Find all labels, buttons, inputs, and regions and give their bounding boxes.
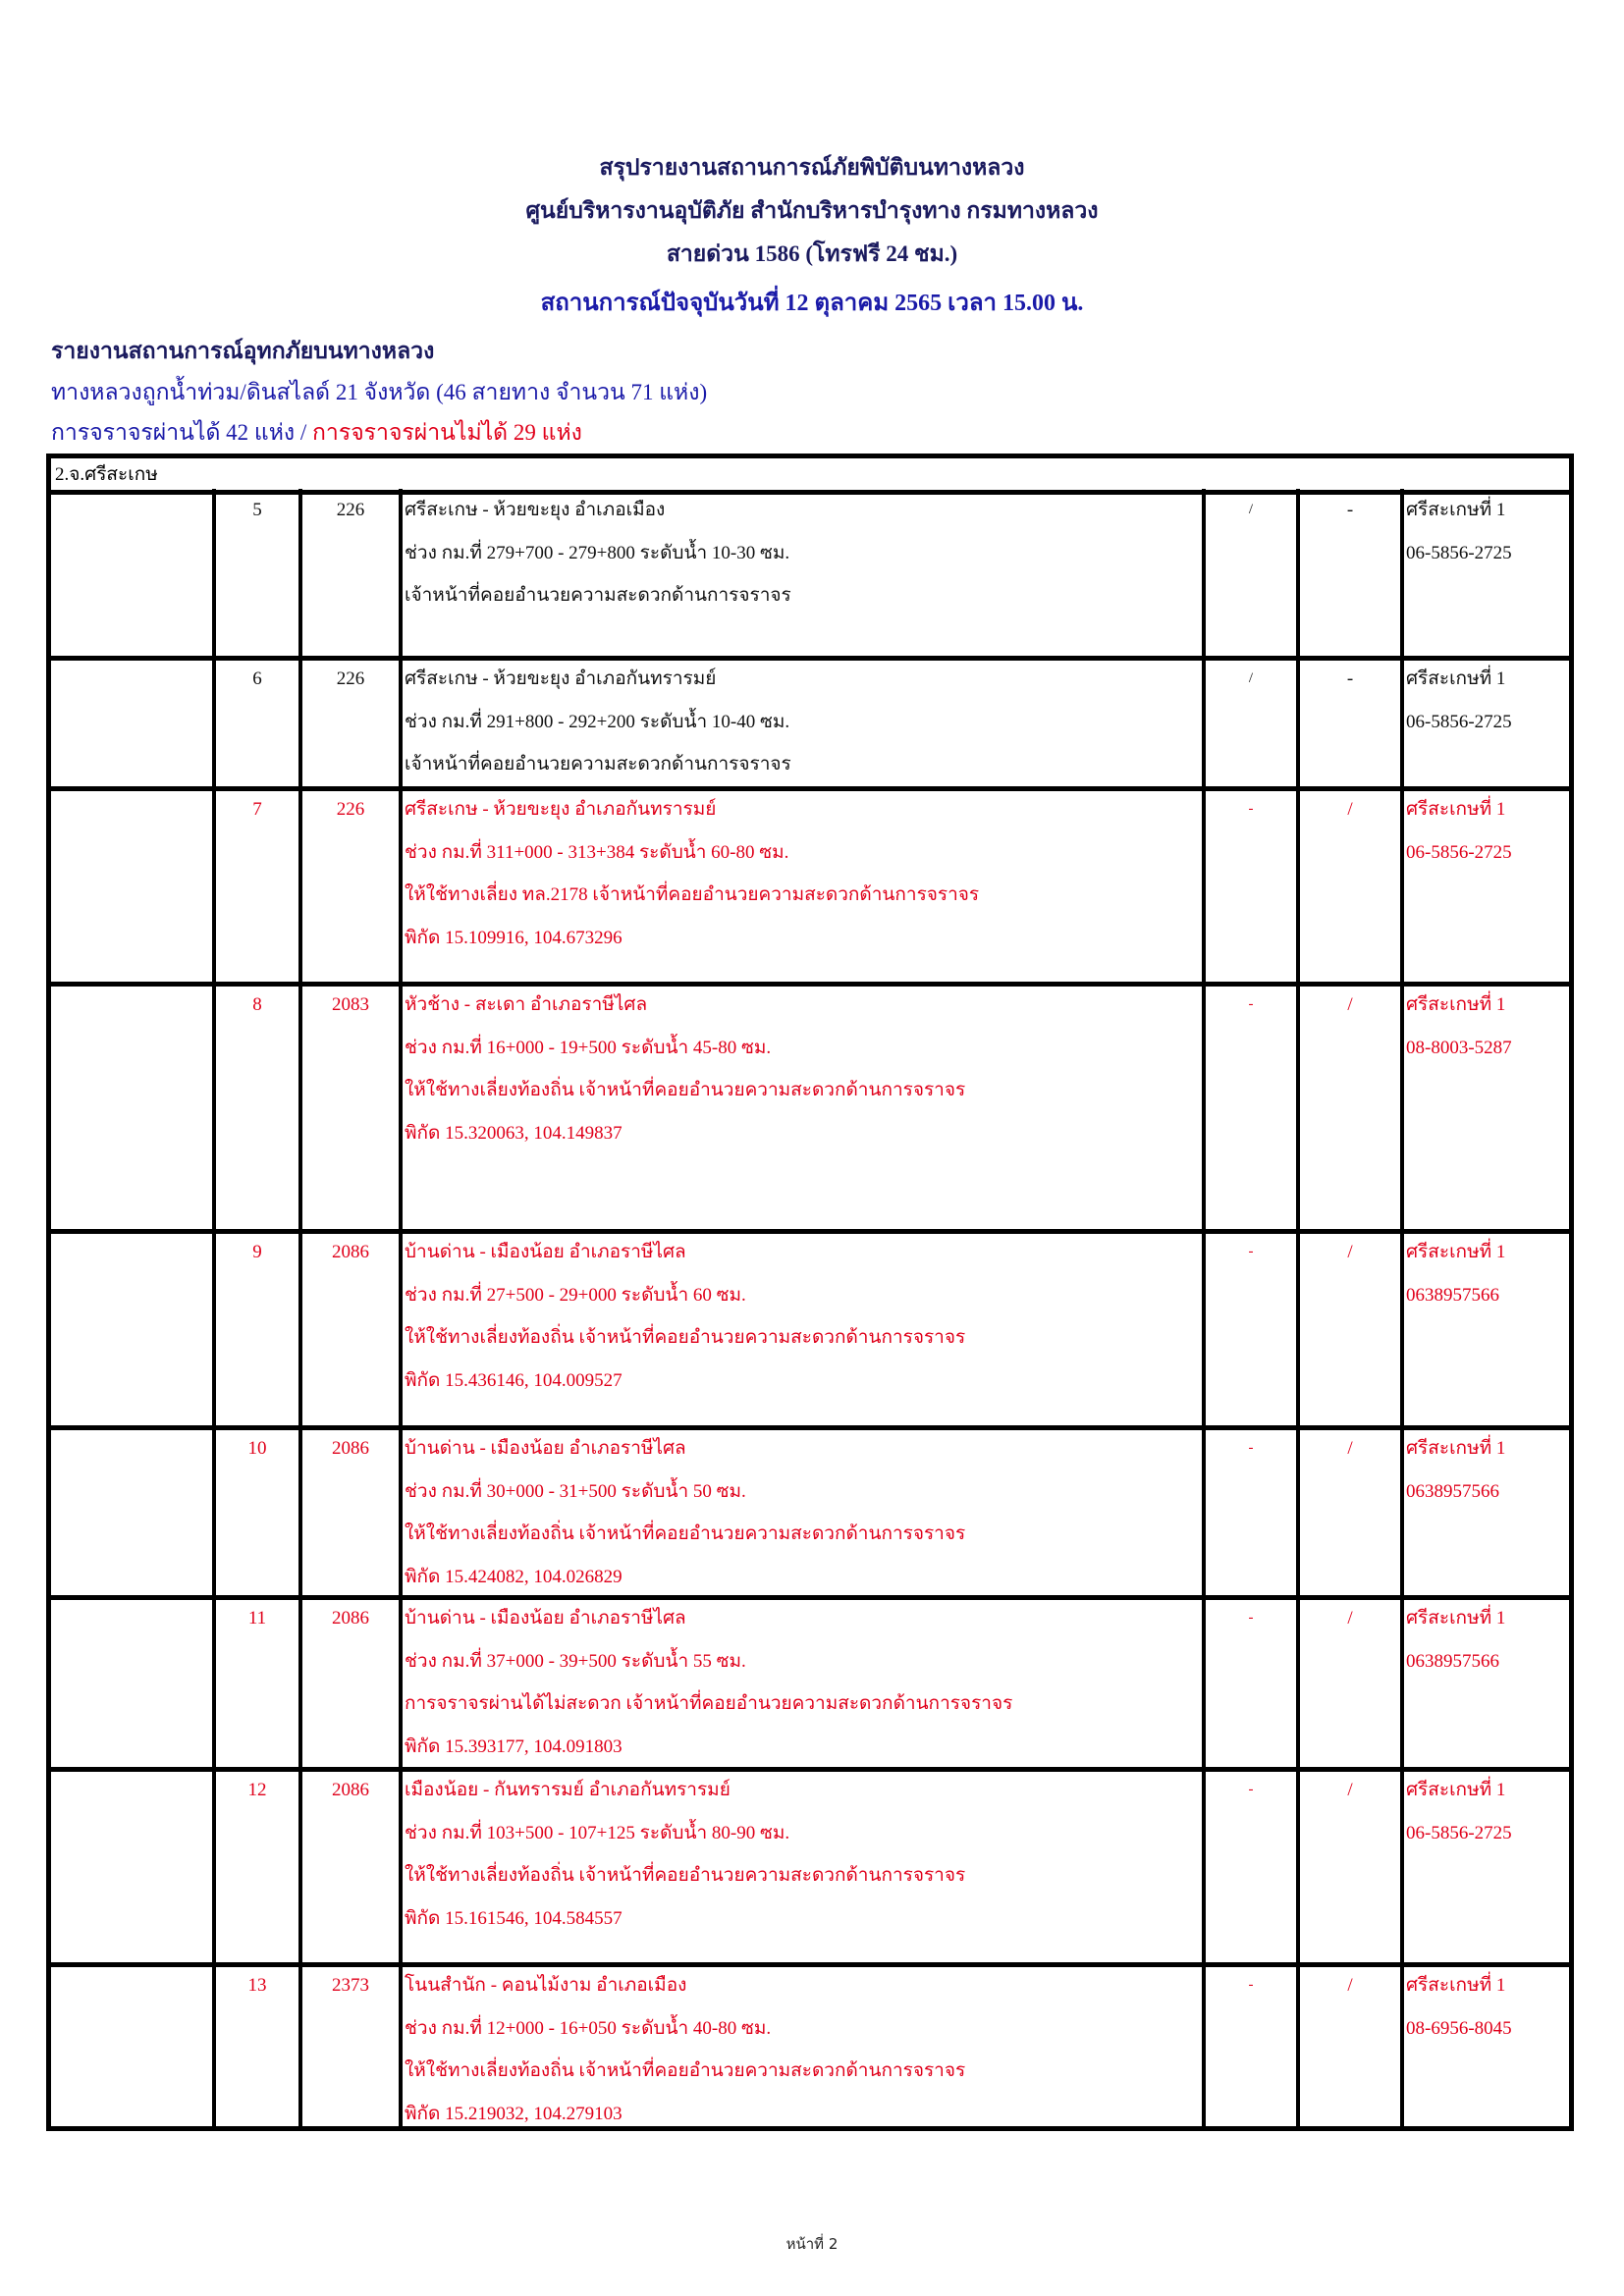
location-detail (403, 658, 1206, 786)
item-number-text: 8 (252, 994, 262, 1015)
impassable-mark (1300, 489, 1404, 656)
detail-line: การจราจรผ่านได้ไม่สะดวก เจ้าหน้าที่คอยอำนวยความสะดวกด้านการจราจร (405, 1693, 1013, 1714)
detail-line: บ้านด่าน - เมืองน้อย อำเภอราษีไศล (405, 1242, 686, 1262)
district-office (1404, 1769, 1569, 1962)
detail-line: ช่วง กม.ที่ 311+000 - 313+384 ระดับน้ำ 60-80 ซม. (405, 841, 789, 863)
detail-line: พิกัด 15.393177, 104.091803 (405, 1735, 623, 1757)
table-row (51, 1231, 1569, 1430)
empty-cell (51, 984, 216, 1229)
passable-mark-text: - (1248, 1610, 1254, 1626)
table-row (51, 1769, 1569, 1967)
detail-line: ให้ใช้ทางเลี่ยงท้องถิ่น เจ้าหน้าที่คอยอำนวยความสะดวกด้านการจราจร (405, 2060, 966, 2081)
impassable-mark (1300, 1231, 1404, 1425)
passable-mark (1206, 1964, 1300, 2126)
detail-line: ให้ใช้ทางเลี่ยงท้องถิ่น เจ้าหน้าที่คอยอำนวยความสะดวกด้านการจราจร (405, 1080, 966, 1100)
detail-line: พิกัด 15.320063, 104.149837 (405, 1122, 623, 1144)
item-number (216, 1597, 302, 1767)
route-number-text: 2373 (332, 1975, 369, 1996)
table-row (51, 1427, 1569, 1600)
item-number (216, 1769, 302, 1962)
table-row (51, 788, 1569, 987)
table-row (51, 658, 1569, 791)
passable-mark-text: - (1248, 801, 1254, 817)
detail-line: ช่วง กม.ที่ 291+800 - 292+200 ระดับน้ำ 10-40 ซม. (405, 711, 790, 732)
detail-line: บ้านด่าน - เมืองน้อย อำเภอราษีไศล (405, 1608, 686, 1629)
office-phone: 08-8003-5287 (1406, 1037, 1512, 1058)
district-office-text: ศรีสะเกษที่ 1 (1406, 1608, 1506, 1629)
passable-mark-text: / (1248, 502, 1254, 517)
detail-line: ช่วง กม.ที่ 103+500 - 107+125 ระดับน้ำ 80-90 ซม. (405, 1822, 790, 1843)
item-number-text: 7 (252, 799, 262, 820)
district-office-text: ศรีสะเกษที่ 1 (1406, 668, 1506, 689)
summary-passable: การจราจรผ่านได้ 42 แห่ง / (51, 420, 312, 445)
route-number (302, 984, 403, 1229)
empty-cell (51, 788, 216, 982)
detail-line: เมืองน้อย - กันทรารมย์ อำเภอกันทรารมย์ (405, 1780, 731, 1800)
office-phone: 08-6956-8045 (1406, 2017, 1512, 2039)
detail-line: ช่วง กม.ที่ 30+000 - 31+500 ระดับน้ำ 50 ซม. (405, 1480, 746, 1502)
detail-line: เจ้าหน้าที่คอยอำนวยความสะดวกด้านการจราจร (405, 585, 791, 606)
route-number-text: 2086 (332, 1438, 369, 1459)
page-number: หน้าที่ 2 (785, 2235, 839, 2253)
detail-line: ช่วง กม.ที่ 27+500 - 29+000 ระดับน้ำ 60 ซม. (405, 1284, 746, 1306)
impassable-mark (1300, 1769, 1404, 1962)
passable-mark-text: - (1248, 1977, 1254, 1993)
impassable-mark-text: - (1346, 500, 1354, 520)
office-phone: 06-5856-2725 (1406, 711, 1512, 732)
detail-line: ช่วง กม.ที่ 279+700 - 279+800 ระดับน้ำ 10-30 ซม. (405, 542, 790, 563)
passable-mark (1206, 1427, 1300, 1595)
detail-line: ศรีสะเกษ - ห้วยขะยุง อำเภอกันทรารมย์ (405, 799, 717, 820)
district-office-text: ศรีสะเกษที่ 1 (1406, 1242, 1506, 1262)
empty-cell (51, 1964, 216, 2126)
empty-cell (51, 1231, 216, 1425)
district-office (1404, 788, 1569, 982)
impassable-mark-text: / (1347, 1608, 1353, 1629)
detail-line: ให้ใช้ทางเลี่ยงท้องถิ่น เจ้าหน้าที่คอยอำนวยความสะดวกด้านการจราจร (405, 1865, 966, 1886)
location-detail (403, 1964, 1206, 2126)
empty-cell (51, 1427, 216, 1595)
passable-mark (1206, 658, 1300, 786)
detail-line: ให้ใช้ทางเลี่ยงท้องถิ่น เจ้าหน้าที่คอยอำนวยความสะดวกด้านการจราจร (405, 1327, 966, 1348)
detail-line: พิกัด 15.161546, 104.584557 (405, 1907, 623, 1929)
impassable-mark (1300, 1964, 1404, 2126)
route-number-text: 226 (336, 799, 365, 820)
passable-mark (1206, 1231, 1300, 1425)
impassable-mark (1300, 1597, 1404, 1767)
detail-line: ให้ใช้ทางเลี่ยงท้องถิ่น เจ้าหน้าที่คอยอำนวยความสะดวกด้านการจราจร (405, 1523, 966, 1544)
location-detail (403, 1769, 1206, 1962)
district-office-text: ศรีสะเกษที่ 1 (1406, 799, 1506, 820)
detail-line: พิกัด 15.436146, 104.009527 (405, 1369, 623, 1391)
detail-line: บ้านด่าน - เมืองน้อย อำเภอราษีไศล (405, 1438, 686, 1459)
summary-heading: รายงานสถานการณ์อุทกภัยบนทางหลวง (51, 339, 435, 363)
item-number-text: 10 (247, 1438, 267, 1459)
passable-mark (1206, 489, 1300, 656)
district-office-text: ศรีสะเกษที่ 1 (1406, 1975, 1506, 1996)
route-number-text: 2086 (332, 1242, 369, 1262)
summary-affected: ทางหลวงถูกน้ำท่วม/ดินสไลด์ 21 จังหวัด (46 สายทาง จำนวน 71 แห่ง) (51, 380, 708, 404)
office-phone: 0638957566 (1406, 1284, 1499, 1306)
item-number (216, 1231, 302, 1425)
passable-mark-text: - (1248, 1782, 1254, 1797)
item-number (216, 984, 302, 1229)
detail-line: เจ้าหน้าที่คอยอำนวยความสะดวกด้านการจราจร (405, 754, 791, 774)
item-number (216, 658, 302, 786)
route-number-text: 2086 (332, 1608, 369, 1629)
detail-line: ให้ใช้ทางเลี่ยง ทล.2178 เจ้าหน้าที่คอยอำนวยความสะดวกด้านการจราจร (405, 884, 980, 905)
district-office-text: ศรีสะเกษที่ 1 (1406, 994, 1506, 1015)
detail-line: ศรีสะเกษ - ห้วยขะยุง อำเภอกันทรารมย์ (405, 668, 717, 689)
empty-cell (51, 1769, 216, 1962)
item-number-text: 5 (252, 500, 262, 520)
item-number (216, 1427, 302, 1595)
location-detail (403, 1231, 1206, 1425)
route-number (302, 489, 403, 656)
report-hotline: สายด่วน 1586 (โทรฟรี 24 ชม.) (666, 241, 958, 266)
summary-impassable: การจราจรผ่านไม่ได้ 29 แห่ง (312, 420, 582, 445)
district-office (1404, 1964, 1569, 2126)
route-number (302, 1597, 403, 1767)
table-row (51, 984, 1569, 1234)
item-number-text: 11 (247, 1608, 267, 1629)
office-phone: 0638957566 (1406, 1480, 1499, 1502)
district-office (1404, 1231, 1569, 1425)
impassable-mark-text: / (1347, 799, 1353, 820)
office-phone: 06-5856-2725 (1406, 1822, 1512, 1843)
report-title: สรุปรายงานสถานการณ์ภัยพิบัติบนทางหลวง (599, 155, 1025, 180)
route-number (302, 1769, 403, 1962)
impassable-mark-text: / (1347, 994, 1353, 1015)
route-number (302, 1231, 403, 1425)
detail-line: หัวช้าง - สะเดา อำเภอราษีไศล (405, 994, 648, 1015)
passable-mark-text: - (1248, 996, 1254, 1012)
office-phone: 0638957566 (1406, 1650, 1499, 1672)
district-office (1404, 658, 1569, 786)
province-header: 2.จ.ศรีสะเกษ (51, 458, 1569, 495)
impassable-mark-text: / (1347, 1242, 1353, 1262)
table-row (51, 1597, 1569, 1772)
district-office-text: ศรีสะเกษที่ 1 (1406, 1780, 1506, 1800)
passable-mark (1206, 1597, 1300, 1767)
empty-cell (51, 1597, 216, 1767)
empty-cell (51, 489, 216, 656)
office-phone: 06-5856-2725 (1406, 841, 1512, 863)
route-number-text: 226 (336, 500, 365, 520)
location-detail (403, 984, 1206, 1229)
item-number-text: 6 (252, 668, 262, 689)
district-office-text: ศรีสะเกษที่ 1 (1406, 500, 1506, 520)
detail-line: พิกัด 15.219032, 104.279103 (405, 2103, 623, 2124)
impassable-mark-text: / (1347, 1438, 1353, 1459)
report-datetime: สถานการณ์ปัจจุบันวันที่ 12 ตุลาคม 2565 เวลา 15.00 น. (540, 291, 1084, 316)
route-number (302, 1964, 403, 2126)
passable-mark (1206, 1769, 1300, 1962)
route-number-text: 2086 (332, 1780, 369, 1800)
impassable-mark-text: / (1347, 1780, 1353, 1800)
location-detail (403, 788, 1206, 982)
route-number (302, 658, 403, 786)
route-number (302, 1427, 403, 1595)
item-number-text: 9 (252, 1242, 262, 1262)
impassable-mark (1300, 788, 1404, 982)
passable-mark-text: - (1248, 1440, 1254, 1456)
office-phone: 06-5856-2725 (1406, 542, 1512, 563)
impassable-mark (1300, 984, 1404, 1229)
item-number-text: 13 (247, 1975, 267, 1996)
location-detail (403, 1427, 1206, 1595)
detail-line: ช่วง กม.ที่ 37+000 - 39+500 ระดับน้ำ 55 ซม. (405, 1650, 746, 1672)
empty-cell (51, 658, 216, 786)
report-agency: ศูนย์บริหารงานอุบัติภัย สำนักบริหารบำรุงทาง กรมทางหลวง (525, 198, 1099, 223)
impassable-mark (1300, 1427, 1404, 1595)
location-detail (403, 489, 1206, 656)
district-office (1404, 1597, 1569, 1767)
detail-line: โนนสำนัก - คอนไม้งาม อำเภอเมือง (405, 1975, 687, 1996)
item-number (216, 1964, 302, 2126)
district-office-text: ศรีสะเกษที่ 1 (1406, 1438, 1506, 1459)
summary-traffic (51, 418, 582, 448)
route-number-text: 2083 (332, 994, 369, 1015)
location-detail (403, 1597, 1206, 1767)
impassable-mark (1300, 658, 1404, 786)
table-row (51, 489, 1569, 661)
item-number-text: 12 (247, 1780, 267, 1800)
item-number (216, 788, 302, 982)
detail-line: ศรีสะเกษ - ห้วยขะยุง อำเภอเมือง (405, 500, 666, 520)
detail-line: ช่วง กม.ที่ 16+000 - 19+500 ระดับน้ำ 45-80 ซม. (405, 1037, 772, 1058)
impassable-mark-text: / (1347, 1975, 1353, 1996)
table-row (51, 1964, 1569, 2126)
impassable-mark-text: - (1346, 668, 1354, 689)
detail-line: พิกัด 15.109916, 104.673296 (405, 927, 623, 948)
passable-mark (1206, 984, 1300, 1229)
detail-line: พิกัด 15.424082, 104.026829 (405, 1566, 623, 1587)
passable-mark-text: / (1248, 670, 1254, 686)
route-number (302, 788, 403, 982)
district-office (1404, 984, 1569, 1229)
incident-table (46, 454, 1574, 2131)
district-office (1404, 1427, 1569, 1595)
detail-line: ช่วง กม.ที่ 12+000 - 16+050 ระดับน้ำ 40-80 ซม. (405, 2017, 772, 2039)
route-number-text: 226 (336, 668, 365, 689)
passable-mark (1206, 788, 1300, 982)
passable-mark-text: - (1248, 1244, 1254, 1259)
district-office (1404, 489, 1569, 656)
item-number (216, 489, 302, 656)
